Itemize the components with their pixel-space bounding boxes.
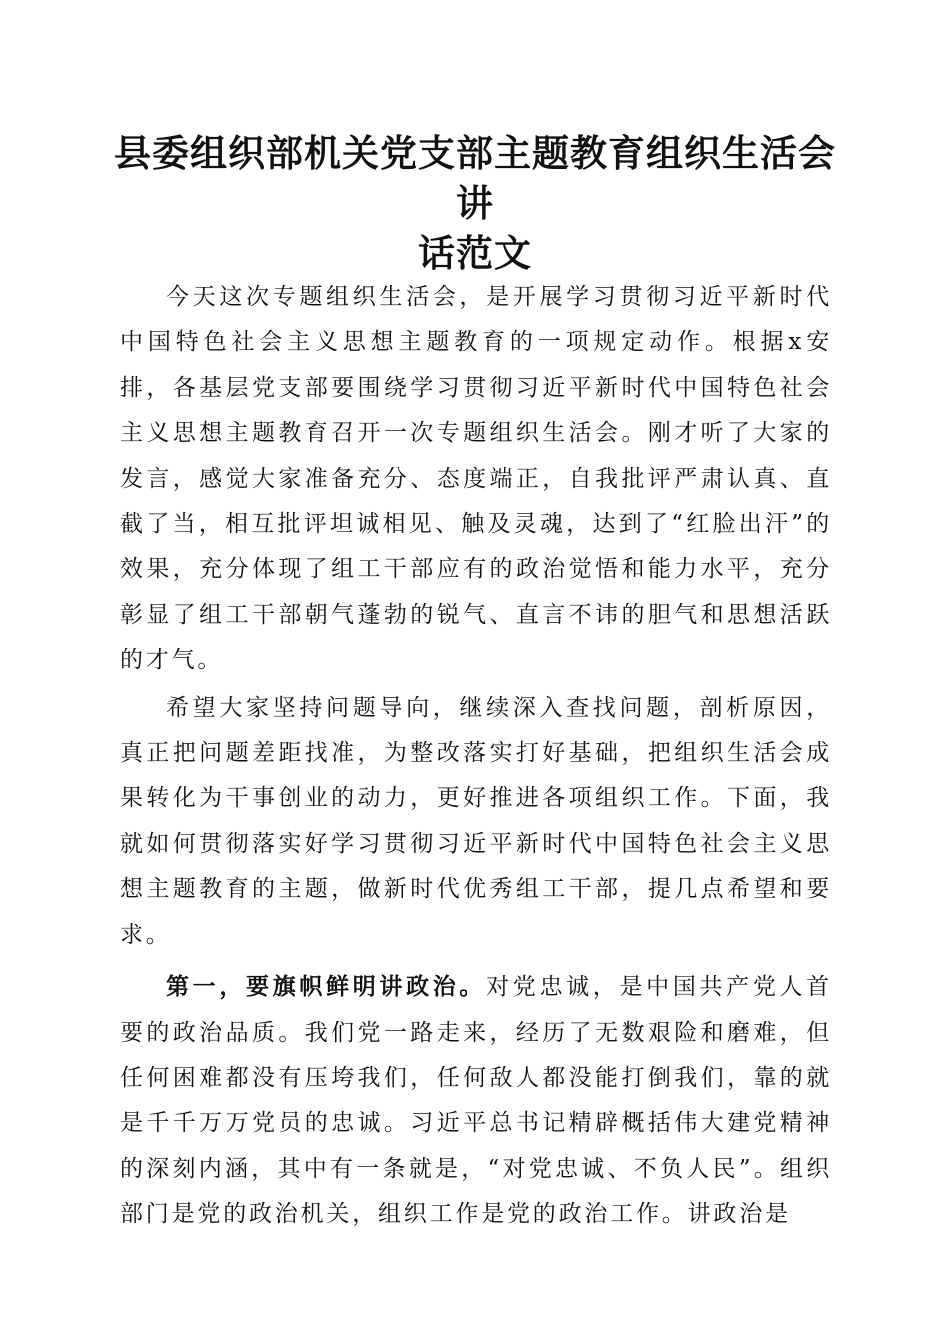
paragraph-1 — [120, 275, 832, 684]
paragraph-3 — [120, 964, 832, 1237]
paragraph-1-text: 今天这次专题组织生活会，是开展学习贯彻习近平新时代中国特色社会主义思想主题教育的一项规定动作。根据x安排，各基层党支部要围绕学习贯彻习近平新时代中国特色社会主义思想主题教育召开一次专题组织生活会。刚才听了大家的发言，感觉大家准备充分、态度端正，自我批评严肃认真、直截了当，相互批评坦诚相见、触及灵魂，达到了“红脸出汗”的效果，充分体现了组工干部应有的政治觉悟和能力水平，充分彰显了组工干部朝气蓬勃的锐气、直言不讳的胆气和思想活跃的才气。 — [120, 284, 832, 674]
document-body — [120, 275, 832, 1238]
paragraph-3-text: 对党忠诚，是中国共产党人首要的政治品质。我们党一路走来，经历了无数艰险和磨难，但任何困难都没有压垮我们，任何敌人都没能打倒我们，靠的就是千千万万党员的忠诚。习近平总书记精辟概括伟大建党精神的深刻内涵，其中有一条就是，“对党忠诚、不负人民”。组织部门是党的政治机关，组织工作是党的政治工作。讲政治是 — [120, 974, 832, 1228]
title-line-1: 县委组织部机关党支部主题教育组织生活会讲 — [114, 131, 836, 225]
title-line-2: 话范文 — [418, 231, 532, 275]
paragraph-2-text: 希望大家坚持问题导向，继续深入查找问题，剖析原因，真正把问题差距找准，为整改落实打好基础，把组织生活会成果转化为干事创业的动力，更好推进各项组织工作。下面，我就如何贯彻落实好学习贯彻习近平新时代中国特色社会主义思想主题教育的主题，做新时代优秀组工干部，提几点希望和要求。 — [120, 694, 832, 948]
paragraph-3-heading: 第一，要旗帜鲜明讲政治。 — [166, 973, 487, 1001]
document-title — [110, 128, 840, 278]
paragraph-2 — [120, 686, 832, 958]
